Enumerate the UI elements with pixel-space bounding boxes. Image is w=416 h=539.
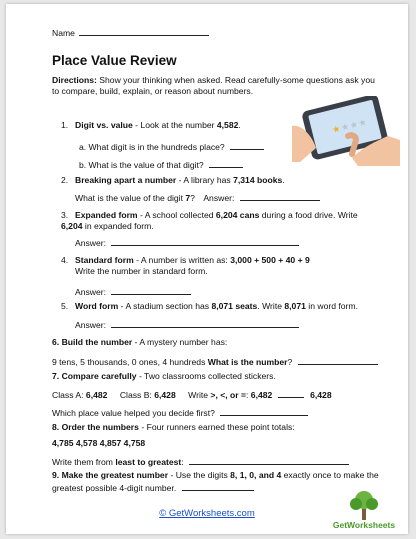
question-5-answer: Answer:	[75, 318, 299, 331]
answer-1b-blank[interactable]	[209, 158, 243, 168]
getworksheets-logo	[324, 488, 404, 532]
answer-3-blank[interactable]	[111, 236, 299, 246]
svg-text:★: ★	[331, 124, 342, 136]
answer-4-blank[interactable]	[111, 285, 191, 295]
question-9: 9. Make the greatest number - Use the digits 8, 1, 0, and 4 exactly once to make the greatest possible 4-digit number.	[52, 470, 379, 493]
answer-8-blank[interactable]	[189, 455, 349, 465]
question-8-order: Write them from least to greatest:	[52, 455, 349, 468]
name-blank[interactable]	[79, 26, 209, 36]
svg-text:★: ★	[357, 117, 368, 130]
footer-link[interactable]: © GetWorksheets.com	[159, 508, 255, 519]
answer-5-blank[interactable]	[111, 318, 299, 328]
question-7-followup: Which place value helped you decide first?	[52, 406, 308, 419]
page-title: Place Value Review	[52, 53, 177, 68]
question-4: 4. Standard form - A number is written as: 3,000 + 500 + 40 + 9	[61, 255, 310, 265]
question-7: 7. Compare carefully - Two classrooms collected stickers.	[52, 371, 276, 381]
question-4-line2: Write the number in standard form.	[75, 266, 208, 276]
directions-label: Directions:	[52, 75, 97, 85]
question-1a: a. What digit is in the hundreds place?	[79, 140, 264, 153]
question-8-numbers: 4,785 4,578 4,857 4,758	[52, 438, 146, 448]
svg-text:★: ★	[348, 119, 360, 132]
tablet-rating-illustration	[292, 96, 400, 166]
answer-7-blank[interactable]	[220, 406, 308, 416]
answer-2-blank[interactable]	[240, 191, 320, 201]
svg-text:★: ★	[340, 122, 351, 134]
answer-7-symbol-blank[interactable]	[278, 388, 304, 398]
logo-text: GetWorksheets	[332, 520, 396, 530]
question-6-line: 9 tens, 5 thousands, 0 ones, 4 hundreds What is the number?	[52, 355, 378, 368]
directions-text: Show your thinking when asked. Read carefully-some questions ask you to compare, build, explain, or reason about numbers.	[52, 75, 375, 96]
worksheet-page	[6, 4, 408, 534]
question-7-compare: Class A: 6,482 Class B: 6,428 Write >, <, or =: 6,482 6,428	[52, 390, 332, 400]
directions	[52, 75, 382, 97]
question-6: 6. Build the number - A mystery number has:	[52, 337, 228, 347]
question-1b: b. What is the value of that digit?	[79, 158, 243, 171]
question-4-answer: Answer:	[75, 285, 191, 298]
question-2-ask: What is the value of the digit 7? Answer:	[75, 191, 320, 204]
name-label: Name	[52, 28, 75, 38]
name-row	[52, 26, 209, 39]
answer-9-blank[interactable]	[182, 481, 254, 491]
question-5: 5. Word form - A stadium section has 8,071 seats. Write 8,071 in word form.	[61, 301, 358, 311]
question-3: 3. Expanded form - A school collected 6,204 cans during a food drive. Write 6,204 in expanded form.	[61, 210, 358, 231]
question-3-answer: Answer:	[75, 236, 299, 249]
answer-6-blank[interactable]	[298, 355, 378, 365]
answer-1a-blank[interactable]	[230, 140, 264, 150]
question-8: 8. Order the numbers - Four runners earned these point totals:	[52, 422, 295, 432]
question-2: 2. Breaking apart a number - A library has 7,314 books.	[61, 175, 285, 185]
question-1: 1. Digit vs. value - Look at the number 4,582.	[61, 120, 241, 130]
